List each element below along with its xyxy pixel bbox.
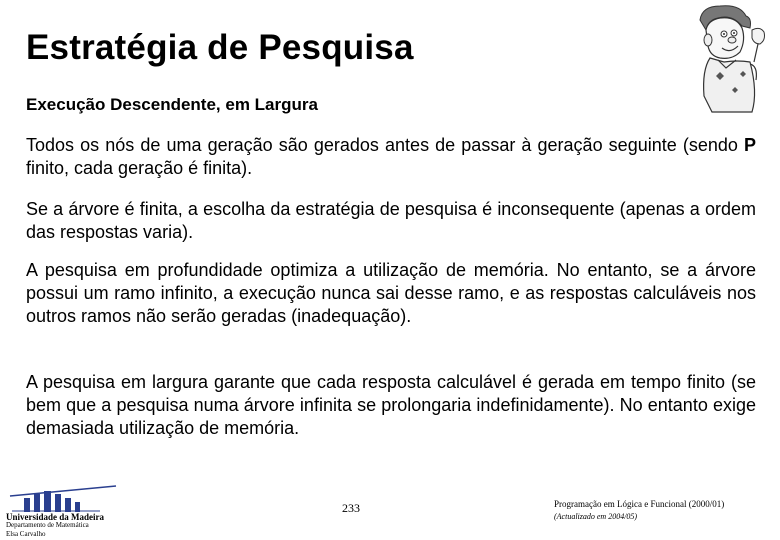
university-logo-icon bbox=[4, 484, 120, 512]
program-symbol: P bbox=[743, 135, 756, 155]
paragraph-breadth-memory: A pesquisa em largura garante que cada resposta calculável é gerada em tempo finito (se bem que a pesquisa numa árvore infinita se prolongaria indefinidamente). No entanto exige demasiada utilização de memória. bbox=[26, 372, 756, 438]
page-number: 233 bbox=[342, 501, 360, 515]
course-title: Programação em Lógica e Funcional (2000/01) bbox=[554, 499, 725, 509]
author-name: Elsa Carvalho bbox=[6, 530, 46, 538]
slide-title: Estratégia de Pesquisa bbox=[26, 28, 414, 67]
university-name: Universidade da Madeira bbox=[6, 512, 104, 522]
cartoon-caveman-icon bbox=[662, 0, 780, 118]
slide-subtitle: Execução Descendente, em Largura bbox=[26, 95, 318, 114]
paragraph-finite-tree: Se a árvore é finita, a escolha da estratégia de pesquisa é inconsequente (apenas a ordem das respostas varia). bbox=[26, 199, 756, 242]
updated-note: (Actualizado em 2004/05) bbox=[554, 512, 638, 521]
paragraph-breadth-first bbox=[26, 134, 756, 180]
paragraph-text: Todos os nós de uma geração são gerados antes de passar à geração seguinte (sendo bbox=[26, 135, 744, 155]
paragraph-text: finito, cada geração é finita). bbox=[26, 158, 253, 178]
paragraph-depth-first: A pesquisa em profundidade optimiza a utilização de memória. No entanto, se a árvore possui um ramo infinito, a execução nunca sai desse ramo, e as respostas calculáveis nos outros ramos não serão geradas (inadequação). bbox=[26, 260, 756, 326]
department-name: Departamento de Matemática bbox=[6, 521, 89, 529]
